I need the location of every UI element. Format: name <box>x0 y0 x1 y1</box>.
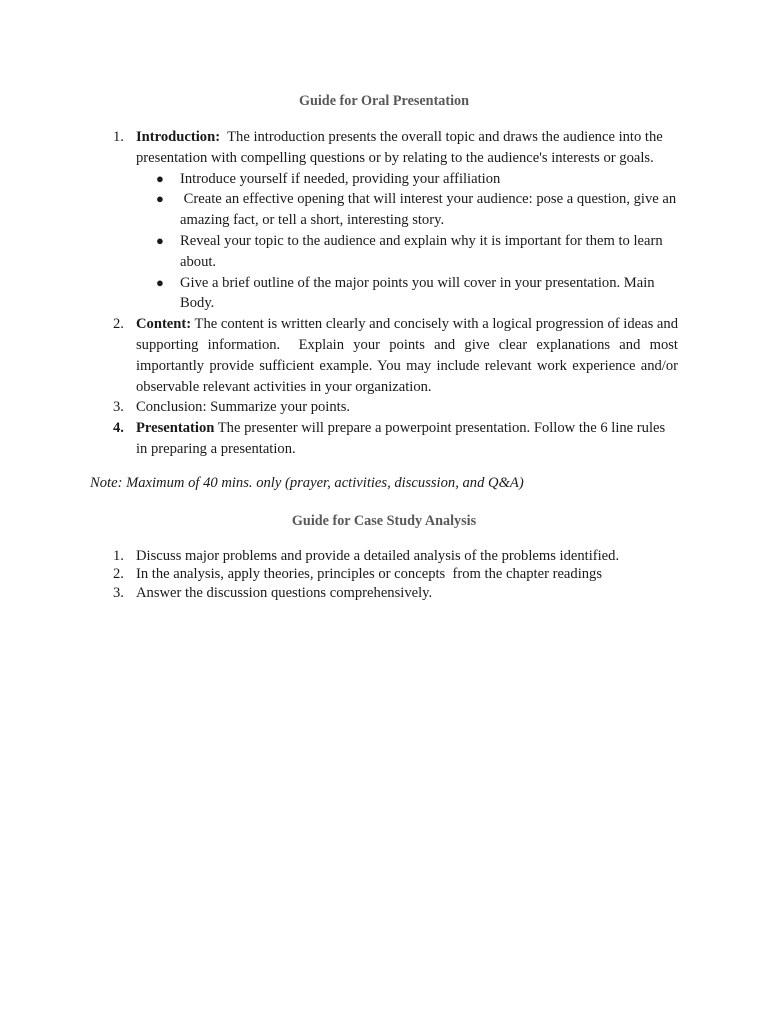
item-text: Answer the discussion questions comprehensively. <box>136 584 433 601</box>
list-item <box>0 565 678 583</box>
item-text: Conclusion: Summarize your points. <box>136 399 351 416</box>
item-text: The introduction presents the overall topic and draws the audience into the presentation with compelling questions or by relating to the audience's interests or goals. <box>136 129 667 166</box>
bullet-icon: ● <box>156 170 164 186</box>
item-number: 2. <box>113 566 124 583</box>
item-number: 1. <box>113 548 124 564</box>
case-study-heading: Guide for Case Study Analysis <box>291 513 477 529</box>
oral-presentation-heading: Guide for Oral Presentation <box>298 93 470 109</box>
bullet-icon: ● <box>156 191 164 207</box>
bullet-text: Give a brief outline of the major points you will cover in your presentation. Main Body. <box>180 274 655 312</box>
introduction-bullets <box>136 169 678 315</box>
list-item-introduction <box>0 127 678 314</box>
item-number: 3. <box>113 584 124 601</box>
item-paragraph <box>136 397 678 418</box>
item-number: 3. <box>113 399 124 416</box>
item-paragraph <box>136 418 678 460</box>
item-text: The presenter will prepare a powerpoint presentation. Follow the 6 line rules in preparing a presentation. <box>136 420 669 457</box>
bullet-item <box>136 189 678 231</box>
bullet-item <box>136 169 678 190</box>
list-item <box>0 547 678 565</box>
time-limit-note: Note: Maximum of 40 mins. only (prayer, activities, discussion, and Q&A) <box>90 475 524 491</box>
item-text: Discuss major problems and provide a detailed analysis of the problems identified. <box>136 548 620 564</box>
case-study-list <box>0 547 768 602</box>
item-label: Presentation <box>136 420 215 437</box>
oral-presentation-list <box>0 127 768 460</box>
list-item <box>0 584 678 602</box>
bullet-text: Reveal your topic to the audience and explain why it is important for them to learn about. <box>180 232 663 270</box>
item-number: 4. <box>113 420 124 437</box>
bullet-item <box>136 273 678 315</box>
item-paragraph <box>136 314 682 397</box>
bullet-icon: ● <box>156 274 164 290</box>
bullet-text: Create an effective opening that will interest your audience: pose a question, give an amazing fact, or tell a short, interesting story. <box>180 191 680 229</box>
item-paragraph <box>136 127 678 169</box>
item-number: 1. <box>113 129 124 145</box>
item-label: Introduction: <box>136 129 221 145</box>
bullet-text: Introduce yourself if needed, providing your affiliation <box>180 170 501 187</box>
item-number: 2. <box>113 316 124 333</box>
list-item-presentation <box>0 418 678 460</box>
list-item-content <box>0 314 682 397</box>
bullet-icon: ● <box>156 232 164 248</box>
item-text: The content is written clearly and concisely with a logical progression of ideas and supporting information. Explain your points and give clear explanations and most importantly provide sufficient example. You may include relevant work experience and/or observable relevant activities in your organization. <box>136 316 682 395</box>
bullet-item <box>136 231 678 273</box>
item-label: Content: <box>136 316 192 333</box>
item-text: In the analysis, apply theories, principles or concepts from the chapter readings <box>136 566 603 583</box>
list-item-conclusion <box>0 397 678 418</box>
